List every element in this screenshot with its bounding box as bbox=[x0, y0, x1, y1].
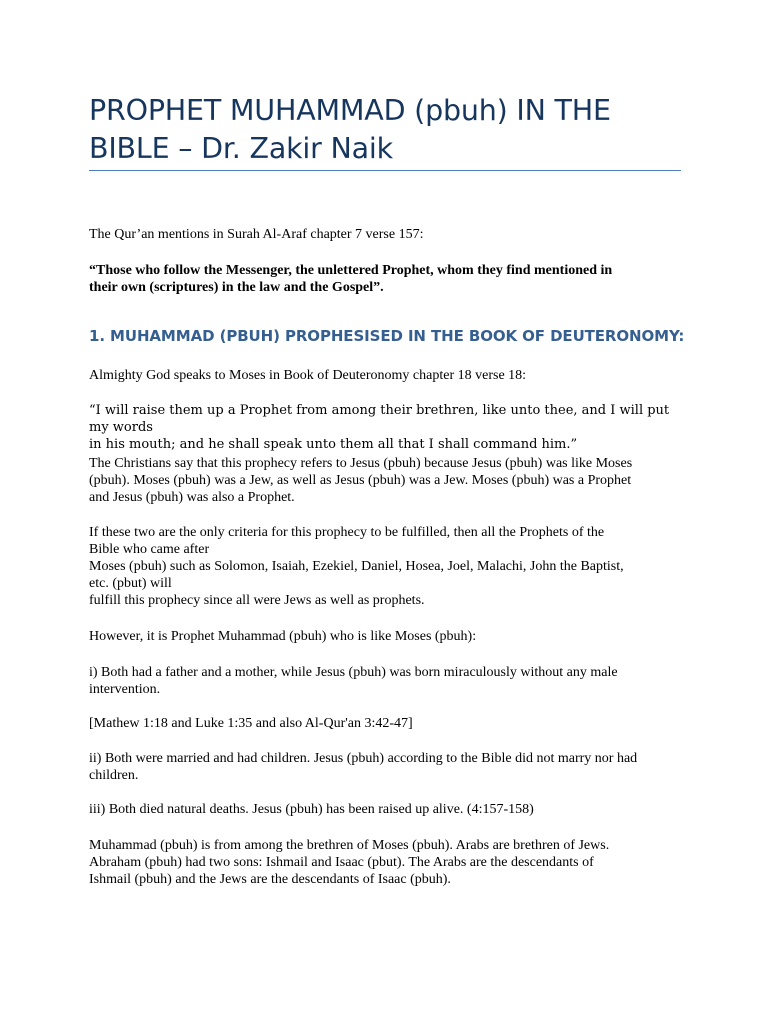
criteria-line-1: If these two are the only criteria for this prophecy to be fulfilled, then all the Prophets of the bbox=[89, 525, 605, 540]
point-1-line-2: intervention. bbox=[89, 682, 161, 697]
point-1 bbox=[89, 664, 689, 698]
however-paragraph: However, it is Prophet Muhammad (pbuh) who is like Moses (pbuh): bbox=[89, 629, 477, 644]
quran-quote-line-1: “Those who follow the Messenger, the unlettered Prophet, whom they find mentioned in bbox=[89, 263, 613, 278]
brethren-line-2: Abraham (pbuh) had two sons: Ishmail and Isaac (pbut). The Arabs are the descendants of bbox=[89, 855, 594, 870]
quran-quote-line-2: their own (scriptures) in the law and the Gospel”. bbox=[89, 280, 384, 295]
intro-paragraph: The Qur’an mentions in Surah Al-Araf chapter 7 verse 157: bbox=[89, 227, 424, 242]
criteria-line-4: etc. (pbut) will bbox=[89, 576, 172, 591]
deuteronomy-quote-line-2: in his mouth; and he shall speak unto them all that I shall command him.” bbox=[89, 437, 578, 452]
title-line-2: BIBLE – Dr. Zakir Naik bbox=[89, 132, 393, 165]
brethren-paragraph bbox=[89, 837, 689, 888]
christians-line-1: The Christians say that this prophecy refers to Jesus (pbuh) because Jesus (pbuh) was like Moses bbox=[89, 456, 633, 471]
criteria-line-3: Moses (pbuh) such as Solomon, Isaiah, Ezekiel, Daniel, Hosea, Joel, Malachi, John the Baptist, bbox=[89, 559, 624, 574]
title-line-1: PROPHET MUHAMMAD (pbuh) IN THE bbox=[89, 94, 611, 127]
section-heading: 1. MUHAMMAD (PBUH) PROPHESISED IN THE BOOK OF DEUTERONOMY: bbox=[89, 327, 685, 345]
deuteronomy-quote bbox=[89, 402, 689, 453]
criteria-line-5: fulfill this prophecy since all were Jews as well as prophets. bbox=[89, 593, 425, 608]
point-2-line-1: ii) Both were married and had children. Jesus (pbuh) according to the Bible did not marry nor had bbox=[89, 751, 638, 766]
point-3: iii) Both died natural deaths. Jesus (pbuh) has been raised up alive. (4:157-158) bbox=[89, 802, 534, 817]
brethren-line-3: Ishmail (pbuh) and the Jews are the descendants of Isaac (pbuh). bbox=[89, 872, 451, 887]
criteria-line-2: Bible who came after bbox=[89, 542, 210, 557]
document-title bbox=[89, 92, 689, 168]
brethren-line-1: Muhammad (pbuh) is from among the brethren of Moses (pbuh). Arabs are brethren of Jews. bbox=[89, 838, 610, 853]
deuteronomy-quote-line-1: “I will raise them up a Prophet from among their brethren, like unto thee, and I will put my words bbox=[89, 403, 670, 435]
christians-line-3: and Jesus (pbuh) was also a Prophet. bbox=[89, 490, 295, 505]
point-2-line-2: children. bbox=[89, 768, 139, 783]
christians-paragraph bbox=[89, 455, 689, 506]
scripture-references: [Mathew 1:18 and Luke 1:35 and also Al-Qur'an 3:42-47] bbox=[89, 716, 413, 731]
quran-quote bbox=[89, 262, 689, 296]
christians-line-2: (pbuh). Moses (pbuh) was a Jew, as well as Jesus (pbuh) was a Jew. Moses (pbuh) was a Prophet bbox=[89, 473, 632, 488]
point-2 bbox=[89, 750, 689, 784]
title-divider bbox=[89, 170, 681, 171]
criteria-paragraph bbox=[89, 524, 689, 609]
point-1-line-1: i) Both had a father and a mother, while Jesus (pbuh) was born miraculously without any male bbox=[89, 665, 618, 680]
deuteronomy-intro: Almighty God speaks to Moses in Book of Deuteronomy chapter 18 verse 18: bbox=[89, 368, 527, 383]
